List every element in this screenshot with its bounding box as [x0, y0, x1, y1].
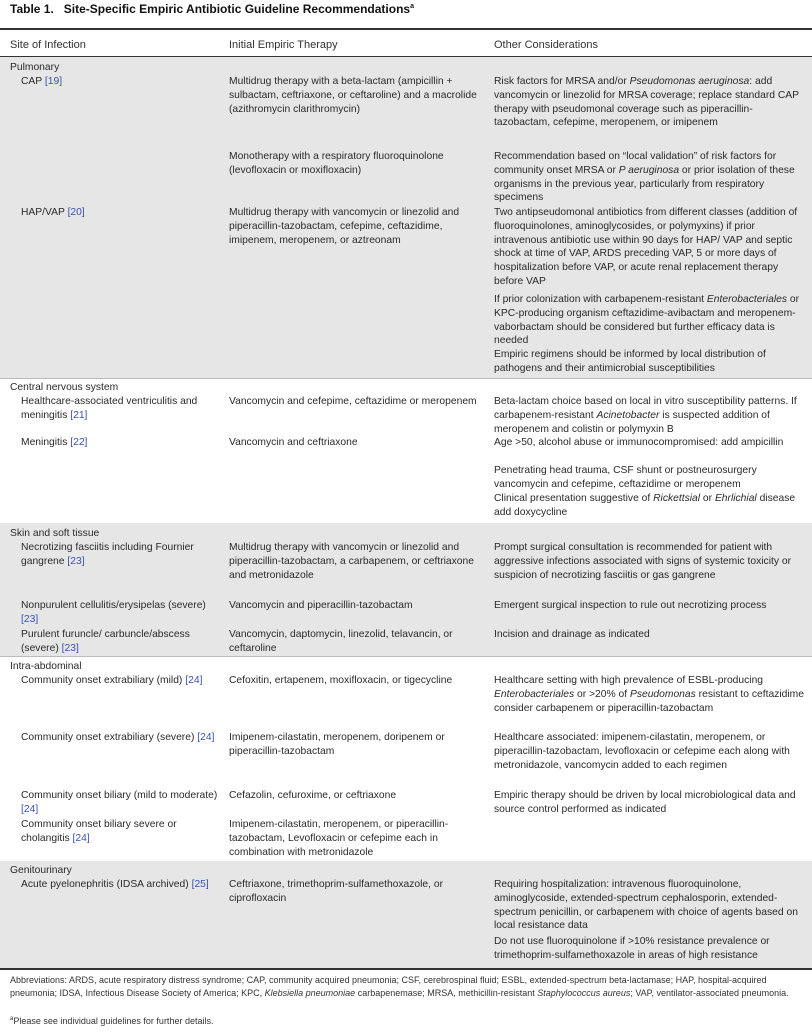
therapy-biliary-severe: Imipenem-cilastatin, meropenem, or piperacillin-tazobactam, Levofloxacin or cefepime each in combination with metronidazole: [229, 819, 449, 858]
bottom-rule: [0, 968, 812, 970]
consideration-hap-vap-1: Two antipseudomonal antibiotics from different classes (addition of fluoroquinolones, aminoglycosides, or polymyxins) if prior intravenous antibiotic use within 90 days for HAP/ VAP and septic shock at time of VAP, ARDS preceding VAP, 5 or more days of hospitalization before VAP, or acute renal replacement therapy before VAP: [494, 207, 798, 287]
therapy-necrotizing-fasciitis: Multidrug therapy with vancomycin or linezolid and piperacillin-tazobactam, a carbapenem, or ceftriaxone and metronidazole: [229, 542, 474, 581]
site-purulent-abscess: Purulent furuncle/ carbuncle/abscess (severe) [23]: [21, 629, 190, 654]
ref-link[interactable]: [20]: [67, 207, 85, 218]
ref-link[interactable]: [23]: [21, 613, 39, 625]
ref-link[interactable]: [23]: [67, 555, 85, 567]
abbreviations-footnote: Abbreviations: ARDS, acute respiratory distress syndrome; CAP, community acquired pneumonia; CSF, cerebrospinal fluid; ESBL, extended-spectrum beta-lactamase; HAP, hospital-acquired pneumonia; IDSA, Infectious Disease Society of America; KPC, Klebsiella pneumoniae carbapenemase; MRSA, methicillin-resistant Staphylococcus aureus; VAP, ventilator-associated pneumonia.: [10, 975, 789, 998]
site-cap: CAP [19]: [21, 76, 63, 87]
consideration-necrotizing-fasciitis: Prompt surgical consultation is recommended for patient with aggressive infections associated with signs of systemic toxicity or suspicion of necrotizing fasciitis or gas gangrene: [494, 542, 792, 581]
site-hap-vap: HAP/VAP [20]: [21, 207, 85, 218]
section-divider: [0, 656, 812, 657]
consideration-cap-1: Risk factors for MRSA and/or Pseudomonas aeruginosa: add vancomycin or linezolid for MRSA coverage; replace standard CAP therapy with pseudomonal coverage such as piperacillin-tazobactam, cefepime, meropenem, or imipenem: [494, 76, 799, 129]
title-footnote-marker: a: [410, 3, 414, 10]
therapy-extrabiliary-mild: Cefoxitin, ertapenem, moxifloxacin, or tigecycline: [229, 675, 453, 686]
site-ventriculitis: Healthcare-associated ventriculitis and meningitis [21]: [21, 396, 198, 421]
consideration-hap-vap-2: If prior colonization with carbapenem-resistant Enterobacteriales or KPC-producing organism ceftazidime-avibactam and meropenem-vaborbactam should be considered but further efficacy data is needed: [494, 294, 800, 347]
guidelines-footnote: $^a$Please see individual guidelines for further details.: [10, 1016, 214, 1026]
consideration-meningitis-2: Penetrating head trauma, CSF shunt or postneurosurgery vancomycin and cefepime, ceftazidime or meropenem: [494, 465, 757, 490]
site-biliary-mild: Community onset biliary (mild to moderate) [24]: [21, 790, 218, 815]
table-title: [10, 2, 414, 16]
site-nonpurulent-cellulitis: Nonpurulent cellulitis/erysipelas (severe) [23]: [21, 600, 206, 625]
consideration-hap-vap-3: Empiric regimens should be informed by local distribution of pathogens and their antimicrobial susceptibilities: [494, 349, 766, 374]
therapy-ventriculitis: Vancomycin and cefepime, ceftazidime or meropenem: [229, 396, 477, 407]
therapy-extrabiliary-severe: Imipenem-cilastatin, meropenem, doripenem or piperacillin-tazobactam: [229, 732, 445, 757]
header-other-considerations: Other Considerations: [494, 39, 598, 51]
ref-link[interactable]: [24]: [185, 675, 203, 686]
consideration-cap-2: Recommendation based on “local validation” of risk factors for community onset MRSA or P aeruginosa or prior isolation of these organisms in the previous year, particularly from respiratory specimens: [494, 151, 795, 204]
site-pyelonephritis: Acute pyelonephritis (IDSA archived) [25]: [21, 879, 209, 890]
site-extrabiliary-severe: Community onset extrabiliary (severe) [24]: [21, 732, 215, 743]
therapy-biliary-mild: Cefazolin, cefuroxime, or ceftriaxone: [229, 790, 397, 801]
site-extrabiliary-mild: Community onset extrabiliary (mild) [24]: [21, 675, 203, 686]
ref-link[interactable]: [24]: [21, 803, 39, 815]
ref-link[interactable]: [23]: [61, 642, 79, 654]
section-label-pulmonary: Pulmonary: [10, 62, 60, 73]
section-label-skin: Skin and soft tissue: [10, 528, 100, 539]
consideration-nonpurulent-cellulitis: Emergent surgical inspection to rule out necrotizing process: [494, 600, 767, 611]
ref-link[interactable]: [24]: [72, 832, 90, 844]
consideration-biliary-mild: Empiric therapy should be driven by local microbiological data and source control performed as indicated: [494, 790, 796, 815]
header-site: Site of Infection: [10, 39, 86, 51]
therapy-meningitis: Vancomycin and ceftriaxone: [229, 437, 358, 448]
therapy-cap-1: Multidrug therapy with a beta-lactam (ampicillin + sulbactam, ceftriaxone, or ceftaroline) and a macrolide (azithromycin clarithromycin): [229, 76, 477, 115]
consideration-pyelonephritis-1: Requiring hospitalization: intravenous fluoroquinolone, aminoglycoside, extended-spectrum cephalosporin, extended-spectrum penicillin, or carbapenem with choice of agents based on local resistance data: [494, 879, 798, 932]
ref-link[interactable]: [22]: [70, 437, 88, 448]
ref-link[interactable]: [21]: [70, 409, 88, 421]
consideration-purulent-abscess: Incision and drainage as indicated: [494, 629, 650, 640]
therapy-cap-2: Monotherapy with a respiratory fluoroquinolone (levofloxacin or moxifloxacin): [229, 151, 444, 176]
consideration-extrabiliary-mild: Healthcare setting with high prevalence of ESBL-producing Enterobacteriales or >20% of Pseudomonas resistant to ceftazidime consider carbapenem or piperacillin-tazobactam: [494, 675, 804, 714]
section-label-abdominal: Intra-abdominal: [10, 661, 82, 672]
therapy-nonpurulent-cellulitis: Vancomycin and piperacillin-tazobactam: [229, 600, 413, 611]
consideration-pyelonephritis-2: Do not use fluoroquinolone if >10% resistance prevalence or trimethoprim-sulfamethoxazole in areas of high resistance: [494, 936, 770, 961]
header-initial-therapy: Initial Empiric Therapy: [229, 39, 338, 51]
consideration-ventriculitis: Beta-lactam choice based on local in vitro susceptibility patterns. If carbapenem-resistant Acinetobacter is suspected addition of meropenem and colistin or polymyxin B: [494, 396, 797, 435]
consideration-meningitis-3: Clinical presentation suggestive of Rickettsial or Ehrlichial disease add doxycycline: [494, 493, 796, 518]
site-meningitis: Meningitis [22]: [21, 437, 88, 448]
section-label-genitourinary: Genitourinary: [10, 865, 72, 876]
therapy-pyelonephritis: Ceftriaxone, trimethoprim-sulfamethoxazole, or ciprofloxacin: [229, 879, 444, 904]
site-biliary-severe: Community onset biliary severe or cholangitis [24]: [21, 819, 177, 844]
therapy-purulent-abscess: Vancomycin, daptomycin, linezolid, telavancin, or ceftaroline: [229, 629, 453, 654]
site-necrotizing-fasciitis: Necrotizing fasciitis including Fournier gangrene [23]: [21, 542, 194, 567]
section-divider: [0, 378, 812, 379]
table-title-text: Table 1. Site-Specific Empiric Antibiotic Guideline Recommendations: [10, 2, 411, 16]
section-label-cns: Central nervous system: [10, 382, 119, 393]
ref-link[interactable]: [24]: [197, 732, 215, 743]
consideration-meningitis-1: Age >50, alcohol abuse or immunocompromised: add ampicillin: [494, 437, 784, 448]
top-rule: [0, 28, 812, 30]
therapy-hap-vap: Multidrug therapy with vancomycin or linezolid and piperacillin-tazobactam, cefepime, ceftazidime, imipenem, meropenem, or aztreonam: [229, 207, 460, 246]
ref-link[interactable]: [19]: [44, 76, 63, 87]
ref-link[interactable]: [25]: [191, 879, 209, 890]
consideration-extrabiliary-severe: Healthcare associated: imipenem-cilastatin, meropenem, or piperacillin-tazobactam, levofloxacin or cefepime each along with metronidazole, vancomycin added to each regimen: [494, 732, 790, 771]
